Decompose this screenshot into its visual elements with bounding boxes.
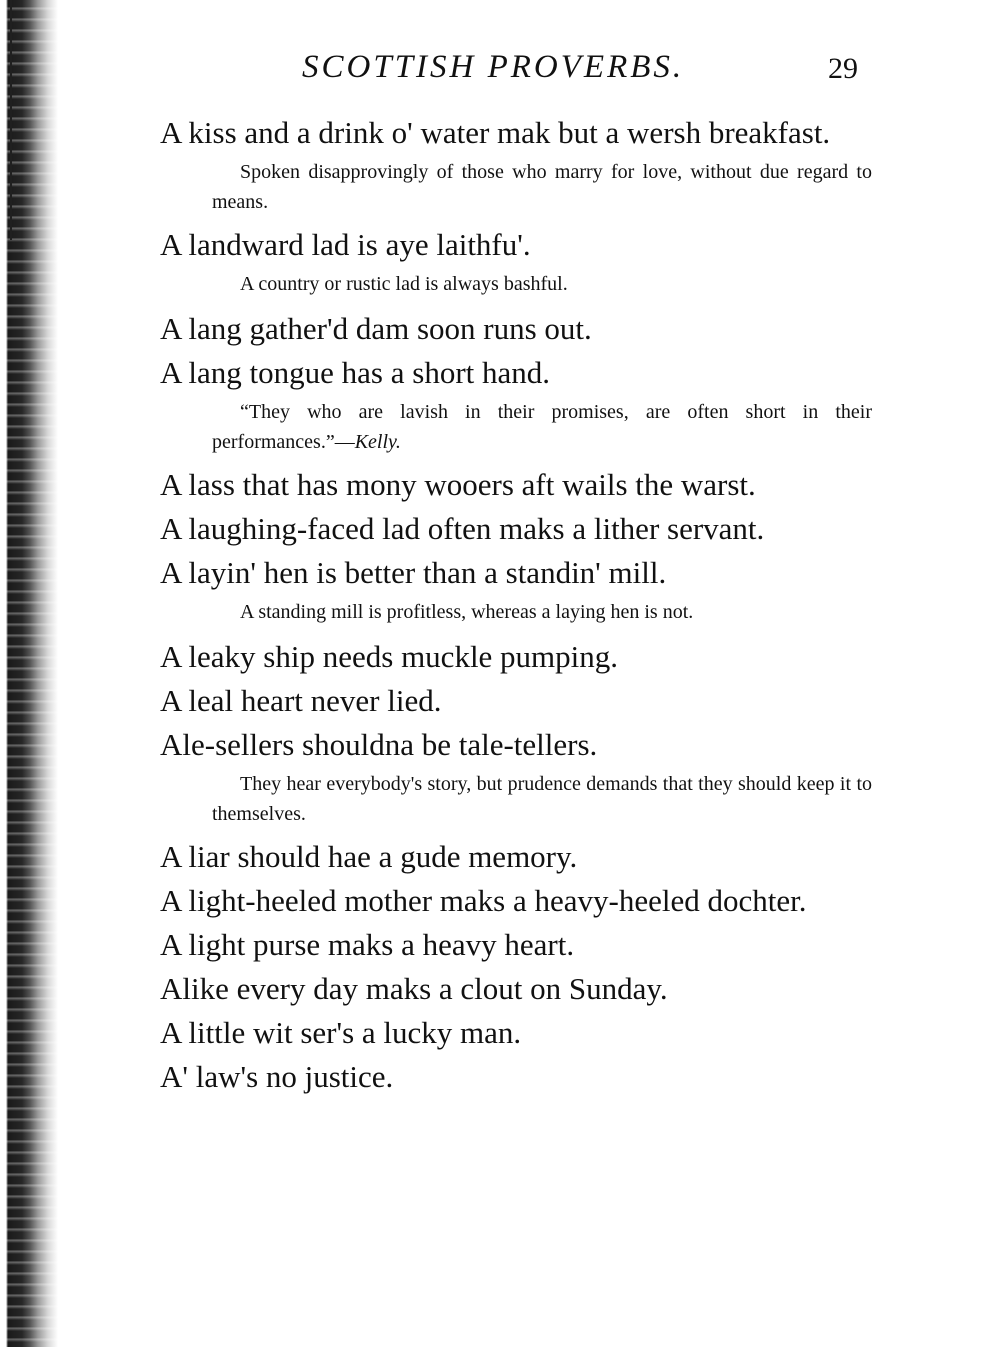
proverb: A kiss and a drink o' water mak but a wersh breakfast. [160,115,831,150]
proverb: A leal heart never lied. [160,683,442,718]
binding-thread [10,0,12,240]
page-header [0,44,1000,94]
proverb: A lang tongue has a short hand. [160,355,551,390]
proverb: A lass that has mony wooers aft wails the warst. [160,467,756,502]
proverb: A laughing-faced lad often maks a lither servant. [160,511,765,546]
proverb-list [160,111,872,1099]
proverb: Alike every day maks a clout on Sunday. [160,971,668,1006]
note-text: “They who are lavish in their promises, are often short in their performances.”— [212,401,872,453]
page-number: 29 [828,52,858,85]
proverb: A little wit ser's a lucky man. [160,1015,522,1050]
proverb: A landward lad is aye laithfu'. [160,227,531,262]
proverb-note [160,397,872,457]
proverb-note: Spoken disapprovingly of those who marry for love, without due regard to means. [212,161,872,213]
proverb: A light purse maks a heavy heart. [160,927,575,962]
proverb-note: A country or rustic lad is always bashful. [240,273,568,295]
binding-edge [0,0,58,1347]
proverb: Ale-sellers shouldna be tale-tellers. [160,727,598,762]
proverb-note: They hear everybody's story, but prudence demands that they should keep it to themselves. [212,773,872,825]
proverb: A lang gather'd dam soon runs out. [160,311,592,346]
proverb: A liar should hae a gude memory. [160,839,578,874]
proverb: A leaky ship needs muckle pumping. [160,639,619,674]
proverb: A light-heeled mother maks a heavy-heeled dochter. [160,883,807,918]
proverb: A' law's no justice. [160,1059,394,1094]
running-title: SCOTTISH PROVERBS. [302,49,685,85]
note-attribution: Kelly. [354,431,401,453]
proverb-note: A standing mill is profitless, whereas a laying hen is not. [240,601,694,623]
proverb: A layin' hen is better than a standin' mill. [160,555,667,590]
